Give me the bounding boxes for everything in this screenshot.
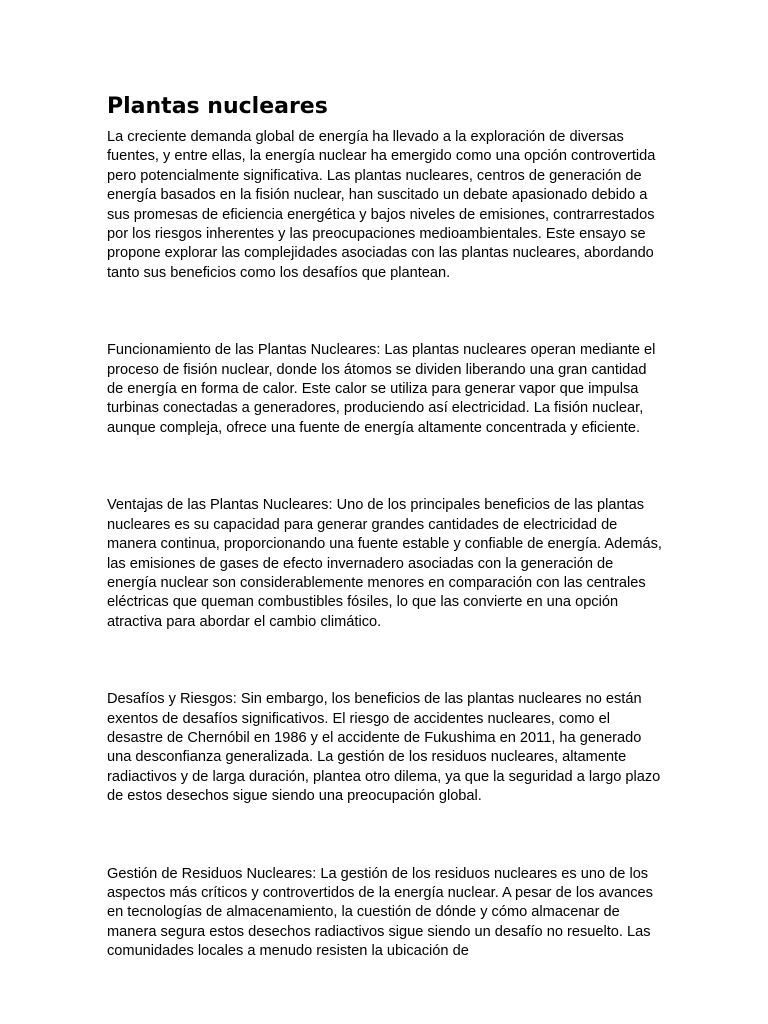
paragraph-desafios: Desafíos y Riesgos: Sin embargo, los beneficios de las plantas nucleares no están exentos de desafíos significativos. El riesgo de accidentes nucleares, como el desastre de Chernóbil en 1986 y el accidente de Fukushima en 2011, ha generado una desconfianza generalizada. La gestión de los residuos nucleares, altamente radiactivos y de larga duración, plantea otro dilema, ya que la seguridad a largo plazo de estos desechos sigue siendo una preocupación global. (107, 691, 661, 805)
paragraph-introduccion: La creciente demanda global de energía ha llevado a la exploración de diversas fuentes, y entre ellas, la energía nuclear ha emergido como una opción controvertida pero potencialmente significativa. Las plantas nucleares, centros de generación de energía basados en la fisión nuclear, han suscitado un debate apasionado debido a sus promesas de eficiencia energética y bajos niveles de emisiones, contrarrestados por los riesgos inherentes y las preocupaciones medioambientales. Este ensayo se propone explorar las complejidades asociadas con las plantas nucleares, abordando tanto sus beneficios como los desafíos que plantean. (107, 129, 656, 281)
paragraph-gestion-residuos: Gestión de Residuos Nucleares: La gestión de los residuos nucleares es uno de los aspectos más críticos y controvertidos de la energía nuclear. A pesar de los avances en tecnologías de almacenamiento, la cuestión de dónde y cómo almacenar de manera segura estos desechos radiactivos sigue siendo un desafío no resuelto. Las comunidades locales a menudo resisten la ubicación de (107, 865, 653, 960)
document-body (107, 92, 663, 1020)
paragraph-ventajas: Ventajas de las Plantas Nucleares: Uno de los principales beneficios de las plantas nucleares es su capacidad para generar grandes cantidades de electricidad de manera continua, proporcionando una fuente estable y confiable de energía. Además, las emisiones de gases de efecto invernadero asociadas con la generación de energía nuclear son considerablemente menores en comparación con las centrales eléctricas que queman combustibles fósiles, lo que las convierte en una opción atractiva para abordar el cambio climático. (107, 497, 662, 630)
paragraph-funcionamiento: Funcionamiento de las Plantas Nucleares: Las plantas nucleares operan mediante el proceso de fisión nuclear, donde los átomos se dividen liberando una gran cantidad de energía en forma de calor. Este calor se utiliza para generar vapor que impulsa turbinas conectadas a generadores, produciendo así electricidad. La fisión nuclear, aunque compleja, ofrece una fuente de energía altamente concentrada y eficiente. (107, 342, 656, 436)
document-title: Plantas nucleares (107, 94, 328, 119)
